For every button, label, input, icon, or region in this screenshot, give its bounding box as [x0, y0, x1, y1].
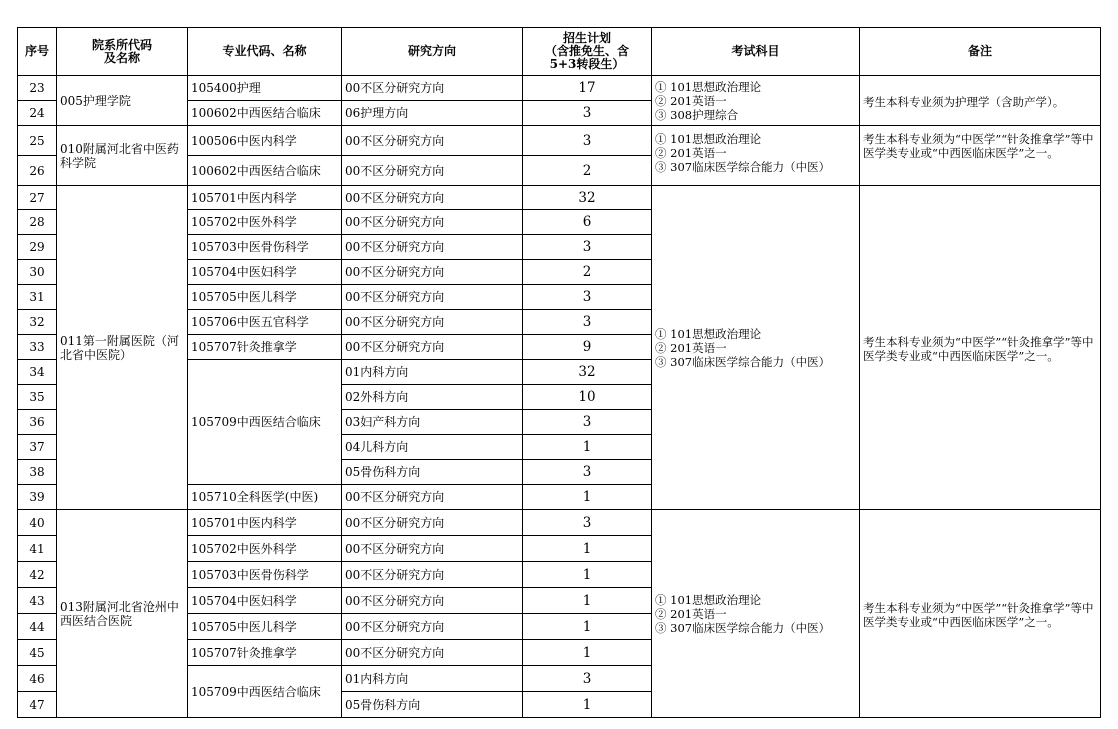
- major-cell: 105705中医儿科学: [188, 614, 342, 640]
- table-row: [18, 126, 1101, 156]
- col-header-direction: 研究方向: [342, 28, 523, 76]
- plan-cell: 10: [523, 385, 652, 410]
- admissions-table: [17, 27, 1101, 718]
- school-cell: 005护理学院: [57, 76, 188, 126]
- row-no: 38: [18, 460, 57, 485]
- direction-cell: 00不区分研究方向: [342, 335, 523, 360]
- major-cell: 105701中医内科学: [188, 186, 342, 210]
- table-row: [18, 510, 1101, 536]
- direction-cell: 00不区分研究方向: [342, 285, 523, 310]
- row-no: 40: [18, 510, 57, 536]
- header-row: [18, 28, 1101, 76]
- major-cell: 105704中医妇科学: [188, 588, 342, 614]
- major-cell: 105701中医内科学: [188, 510, 342, 536]
- major-cell: 105707针灸推拿学: [188, 640, 342, 666]
- row-no: 45: [18, 640, 57, 666]
- direction-cell: 00不区分研究方向: [342, 310, 523, 335]
- major-cell: 105705中医儿科学: [188, 285, 342, 310]
- row-no: 42: [18, 562, 57, 588]
- subjects-cell: [652, 126, 860, 186]
- direction-cell: 00不区分研究方向: [342, 260, 523, 285]
- direction-cell: 00不区分研究方向: [342, 640, 523, 666]
- subjects-cell: [652, 76, 860, 126]
- direction-cell: 00不区分研究方向: [342, 510, 523, 536]
- row-no: 47: [18, 692, 57, 718]
- row-no: 37: [18, 435, 57, 460]
- row-no: 33: [18, 335, 57, 360]
- row-no: 34: [18, 360, 57, 385]
- plan-cell: 3: [523, 460, 652, 485]
- plan-cell: 3: [523, 410, 652, 435]
- plan-cell: 2: [523, 156, 652, 186]
- plan-cell: 3: [523, 126, 652, 156]
- direction-cell: 06护理方向: [342, 101, 523, 126]
- direction-cell: 00不区分研究方向: [342, 126, 523, 156]
- table-row: [18, 76, 1101, 101]
- school-cell: 010附属河北省中医药科学院: [57, 126, 188, 186]
- direction-cell: 00不区分研究方向: [342, 186, 523, 210]
- direction-cell: 00不区分研究方向: [342, 76, 523, 101]
- major-cell: 105400护理: [188, 76, 342, 101]
- plan-cell: 1: [523, 562, 652, 588]
- row-no: 44: [18, 614, 57, 640]
- direction-cell: 00不区分研究方向: [342, 562, 523, 588]
- plan-cell: 3: [523, 510, 652, 536]
- row-no: 43: [18, 588, 57, 614]
- row-no: 26: [18, 156, 57, 186]
- row-no: 30: [18, 260, 57, 285]
- direction-cell: 00不区分研究方向: [342, 210, 523, 235]
- major-cell: 105702中医外科学: [188, 536, 342, 562]
- col-header-plan: 招生计划 （含推免生、含 5+3转段生）: [523, 28, 652, 76]
- major-cell: 100602中西医结合临床: [188, 101, 342, 126]
- major-cell: 100602中西医结合临床: [188, 156, 342, 186]
- major-cell: 100506中医内科学: [188, 126, 342, 156]
- direction-cell: 04儿科方向: [342, 435, 523, 460]
- direction-cell: 00不区分研究方向: [342, 614, 523, 640]
- direction-cell: 00不区分研究方向: [342, 536, 523, 562]
- col-header-notes: 备注: [860, 28, 1101, 76]
- major-cell: 105704中医妇科学: [188, 260, 342, 285]
- major-cell: 105707针灸推拿学: [188, 335, 342, 360]
- plan-cell: 1: [523, 692, 652, 718]
- direction-cell: 05骨伤科方向: [342, 692, 523, 718]
- major-cell: 105703中医骨伤科学: [188, 235, 342, 260]
- col-header-school: 院系所代码 及名称: [57, 28, 188, 76]
- direction-cell: 03妇产科方向: [342, 410, 523, 435]
- row-no: 25: [18, 126, 57, 156]
- plan-cell: 6: [523, 210, 652, 235]
- plan-cell: 1: [523, 435, 652, 460]
- plan-cell: 1: [523, 614, 652, 640]
- direction-cell: 00不区分研究方向: [342, 235, 523, 260]
- subjects-text: ① 101思想政治理论 ② 201英语一 ③ 307临床医学综合能力（中医）: [655, 132, 831, 174]
- plan-cell: 3: [523, 235, 652, 260]
- plan-cell: 3: [523, 310, 652, 335]
- row-no: 41: [18, 536, 57, 562]
- major-cell: 105709中西医结合临床: [188, 360, 342, 485]
- school-cell: 013附属河北省沧州中西医结合医院: [57, 510, 188, 718]
- plan-cell: 17: [523, 76, 652, 101]
- direction-cell: 01内科方向: [342, 666, 523, 692]
- note-cell: 考生本科专业须为“中医学”“针灸推拿学”等中医学类专业或“中西医临床医学”之一。: [860, 510, 1101, 718]
- row-no: 28: [18, 210, 57, 235]
- major-cell: 105709中西医结合临床: [188, 666, 342, 718]
- direction-cell: 00不区分研究方向: [342, 588, 523, 614]
- note-cell: 考生本科专业须为“中医学”“针灸推拿学”等中医学类专业或“中西医临床医学”之一。: [860, 126, 1101, 186]
- plan-cell: 3: [523, 666, 652, 692]
- subjects-cell: [652, 510, 860, 718]
- row-no: 32: [18, 310, 57, 335]
- major-cell: 105706中医五官科学: [188, 310, 342, 335]
- note-cell: 考生本科专业须为“中医学”“针灸推拿学”等中医学类专业或“中西医临床医学”之一。: [860, 186, 1101, 510]
- subjects-cell: [652, 186, 860, 510]
- row-no: 24: [18, 101, 57, 126]
- subjects-text: ① 101思想政治理论 ② 201英语一 ③ 308护理综合: [655, 79, 762, 122]
- plan-cell: 2: [523, 260, 652, 285]
- row-no: 29: [18, 235, 57, 260]
- row-no: 23: [18, 76, 57, 101]
- subjects-text: ① 101思想政治理论 ② 201英语一 ③ 307临床医学综合能力（中医）: [655, 326, 831, 369]
- plan-cell: 1: [523, 588, 652, 614]
- col-header-no: 序号: [18, 28, 57, 76]
- subjects-text: ① 101思想政治理论 ② 201英语一 ③ 307临床医学综合能力（中医）: [655, 592, 831, 635]
- major-cell: 105710全科医学(中医): [188, 485, 342, 510]
- plan-cell: 9: [523, 335, 652, 360]
- plan-cell: 1: [523, 485, 652, 510]
- direction-cell: 00不区分研究方向: [342, 156, 523, 186]
- plan-cell: 3: [523, 101, 652, 126]
- row-no: 36: [18, 410, 57, 435]
- plan-cell: 32: [523, 186, 652, 210]
- school-cell: 011第一附属医院（河北省中医院）: [57, 186, 188, 510]
- row-no: 35: [18, 385, 57, 410]
- direction-cell: 01内科方向: [342, 360, 523, 385]
- row-no: 31: [18, 285, 57, 310]
- plan-cell: 3: [523, 285, 652, 310]
- table-row: [18, 186, 1101, 210]
- direction-cell: 05骨伤科方向: [342, 460, 523, 485]
- plan-cell: 32: [523, 360, 652, 385]
- major-cell: 105703中医骨伤科学: [188, 562, 342, 588]
- row-no: 27: [18, 186, 57, 210]
- row-no: 46: [18, 666, 57, 692]
- col-header-major: 专业代码、名称: [188, 28, 342, 76]
- direction-cell: 00不区分研究方向: [342, 485, 523, 510]
- plan-cell: 1: [523, 536, 652, 562]
- note-cell: 考生本科专业须为护理学（含助产学）。: [860, 76, 1101, 126]
- major-cell: 105702中医外科学: [188, 210, 342, 235]
- plan-cell: 1: [523, 640, 652, 666]
- col-header-subjects: 考试科目: [652, 28, 860, 76]
- row-no: 39: [18, 485, 57, 510]
- direction-cell: 02外科方向: [342, 385, 523, 410]
